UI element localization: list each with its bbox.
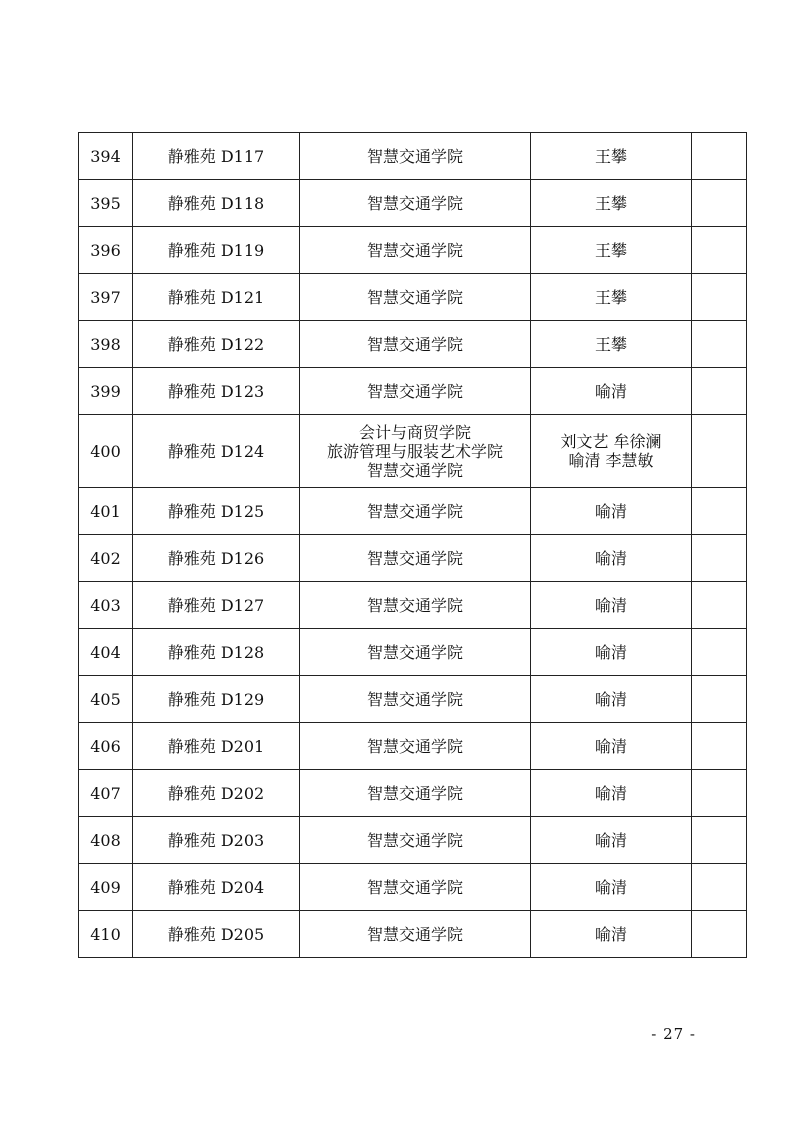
cell-manager bbox=[531, 133, 692, 180]
cell-room: 静雅苑 D118 bbox=[133, 180, 300, 227]
manager-name: 王攀 bbox=[594, 193, 627, 213]
table-row bbox=[79, 227, 747, 274]
cell-manager bbox=[531, 770, 692, 817]
cell-college bbox=[300, 864, 531, 911]
college-name: 智慧交通学院 bbox=[366, 501, 463, 521]
cell-room: 静雅苑 D203 bbox=[133, 817, 300, 864]
cell-number: 397 bbox=[79, 274, 133, 321]
cell-college bbox=[300, 321, 531, 368]
table-row bbox=[79, 864, 747, 911]
college-name: 智慧交通学院 bbox=[366, 193, 463, 213]
cell-number: 402 bbox=[79, 535, 133, 582]
table-row bbox=[79, 368, 747, 415]
cell-number: 400 bbox=[79, 415, 133, 488]
cell-number: 401 bbox=[79, 488, 133, 535]
cell-remarks bbox=[692, 227, 747, 274]
cell-remarks bbox=[692, 770, 747, 817]
dormitory-table bbox=[78, 132, 747, 958]
cell-remarks bbox=[692, 723, 747, 770]
cell-manager bbox=[531, 274, 692, 321]
cell-manager bbox=[531, 817, 692, 864]
cell-room: 静雅苑 D123 bbox=[133, 368, 300, 415]
cell-room: 静雅苑 D201 bbox=[133, 723, 300, 770]
cell-college bbox=[300, 817, 531, 864]
cell-remarks bbox=[692, 629, 747, 676]
manager-name: 喻清 bbox=[594, 381, 627, 401]
cell-college bbox=[300, 582, 531, 629]
cell-college bbox=[300, 488, 531, 535]
cell-manager bbox=[531, 723, 692, 770]
cell-number: 409 bbox=[79, 864, 133, 911]
cell-room: 静雅苑 D121 bbox=[133, 274, 300, 321]
manager-name: 喻清 bbox=[594, 877, 627, 897]
table-row bbox=[79, 321, 747, 368]
cell-room: 静雅苑 D126 bbox=[133, 535, 300, 582]
cell-remarks bbox=[692, 911, 747, 958]
manager-name: 喻清 bbox=[594, 689, 627, 709]
cell-number: 407 bbox=[79, 770, 133, 817]
manager-name: 王攀 bbox=[594, 287, 627, 307]
table-row bbox=[79, 770, 747, 817]
cell-manager bbox=[531, 629, 692, 676]
cell-remarks bbox=[692, 817, 747, 864]
cell-manager bbox=[531, 864, 692, 911]
cell-college bbox=[300, 415, 531, 488]
cell-remarks bbox=[692, 321, 747, 368]
cell-college bbox=[300, 629, 531, 676]
table-row bbox=[79, 274, 747, 321]
table-row bbox=[79, 488, 747, 535]
college-name: 智慧交通学院 bbox=[366, 548, 463, 568]
cell-room: 静雅苑 D124 bbox=[133, 415, 300, 488]
cell-manager bbox=[531, 321, 692, 368]
college-name: 智慧交通学院 bbox=[366, 146, 463, 166]
cell-manager bbox=[531, 676, 692, 723]
cell-manager bbox=[531, 415, 692, 488]
college-name: 智慧交通学院 bbox=[366, 334, 463, 354]
manager-name: 喻清 bbox=[594, 642, 627, 662]
college-name: 智慧交通学院 bbox=[366, 287, 463, 307]
college-name: 智慧交通学院 bbox=[366, 460, 463, 480]
table-row bbox=[79, 133, 747, 180]
cell-room: 静雅苑 D119 bbox=[133, 227, 300, 274]
manager-name: 王攀 bbox=[594, 146, 627, 166]
manager-name: 喻清 李慧敏 bbox=[568, 451, 654, 470]
table-row bbox=[79, 180, 747, 227]
cell-college bbox=[300, 274, 531, 321]
page-number: - 27 - bbox=[651, 1025, 696, 1043]
cell-remarks bbox=[692, 864, 747, 911]
cell-college bbox=[300, 368, 531, 415]
college-name: 智慧交通学院 bbox=[366, 381, 463, 401]
cell-number: 403 bbox=[79, 582, 133, 629]
table-row bbox=[79, 911, 747, 958]
manager-name: 喻清 bbox=[594, 501, 627, 521]
college-name: 智慧交通学院 bbox=[366, 689, 463, 709]
manager-name: 喻清 bbox=[594, 548, 627, 568]
cell-number: 406 bbox=[79, 723, 133, 770]
cell-remarks bbox=[692, 676, 747, 723]
cell-room: 静雅苑 D117 bbox=[133, 133, 300, 180]
manager-name: 喻清 bbox=[594, 830, 627, 850]
college-name: 智慧交通学院 bbox=[366, 830, 463, 850]
cell-college bbox=[300, 133, 531, 180]
college-name: 旅游管理与服装艺术学院 bbox=[326, 441, 503, 461]
table-row bbox=[79, 723, 747, 770]
cell-college bbox=[300, 676, 531, 723]
college-name: 智慧交通学院 bbox=[366, 240, 463, 260]
table-row bbox=[79, 629, 747, 676]
cell-room: 静雅苑 D204 bbox=[133, 864, 300, 911]
table-row bbox=[79, 535, 747, 582]
college-name: 智慧交通学院 bbox=[366, 736, 463, 756]
cell-number: 396 bbox=[79, 227, 133, 274]
cell-number: 398 bbox=[79, 321, 133, 368]
cell-remarks bbox=[692, 488, 747, 535]
manager-name: 王攀 bbox=[594, 240, 627, 260]
cell-college bbox=[300, 723, 531, 770]
table-row bbox=[79, 582, 747, 629]
cell-manager bbox=[531, 911, 692, 958]
cell-manager bbox=[531, 582, 692, 629]
manager-name: 喻清 bbox=[594, 783, 627, 803]
cell-manager bbox=[531, 535, 692, 582]
manager-name: 喻清 bbox=[594, 924, 627, 944]
table-row bbox=[79, 415, 747, 488]
cell-college bbox=[300, 911, 531, 958]
manager-name: 喻清 bbox=[594, 736, 627, 756]
college-name: 智慧交通学院 bbox=[366, 783, 463, 803]
college-name: 智慧交通学院 bbox=[366, 924, 463, 944]
cell-number: 399 bbox=[79, 368, 133, 415]
table-row bbox=[79, 676, 747, 723]
manager-name: 王攀 bbox=[594, 334, 627, 354]
cell-college bbox=[300, 227, 531, 274]
cell-manager bbox=[531, 488, 692, 535]
college-name: 智慧交通学院 bbox=[366, 595, 463, 615]
cell-remarks bbox=[692, 274, 747, 321]
cell-manager bbox=[531, 368, 692, 415]
cell-number: 408 bbox=[79, 817, 133, 864]
cell-number: 395 bbox=[79, 180, 133, 227]
cell-number: 394 bbox=[79, 133, 133, 180]
college-name: 会计与商贸学院 bbox=[358, 422, 471, 442]
cell-room: 静雅苑 D127 bbox=[133, 582, 300, 629]
cell-remarks bbox=[692, 368, 747, 415]
cell-room: 静雅苑 D122 bbox=[133, 321, 300, 368]
cell-college bbox=[300, 180, 531, 227]
cell-remarks bbox=[692, 582, 747, 629]
cell-number: 410 bbox=[79, 911, 133, 958]
cell-manager bbox=[531, 227, 692, 274]
cell-remarks bbox=[692, 535, 747, 582]
cell-manager bbox=[531, 180, 692, 227]
manager-name: 喻清 bbox=[594, 595, 627, 615]
cell-room: 静雅苑 D125 bbox=[133, 488, 300, 535]
cell-college bbox=[300, 770, 531, 817]
cell-room: 静雅苑 D202 bbox=[133, 770, 300, 817]
college-name: 智慧交通学院 bbox=[366, 642, 463, 662]
cell-remarks bbox=[692, 180, 747, 227]
table-body bbox=[79, 133, 747, 958]
cell-remarks bbox=[692, 415, 747, 488]
table-row bbox=[79, 817, 747, 864]
cell-room: 静雅苑 D129 bbox=[133, 676, 300, 723]
cell-number: 405 bbox=[79, 676, 133, 723]
manager-name: 刘文艺 牟徐澜 bbox=[560, 432, 662, 451]
cell-room: 静雅苑 D128 bbox=[133, 629, 300, 676]
college-name: 智慧交通学院 bbox=[366, 877, 463, 897]
cell-room: 静雅苑 D205 bbox=[133, 911, 300, 958]
cell-remarks bbox=[692, 133, 747, 180]
cell-college bbox=[300, 535, 531, 582]
cell-number: 404 bbox=[79, 629, 133, 676]
